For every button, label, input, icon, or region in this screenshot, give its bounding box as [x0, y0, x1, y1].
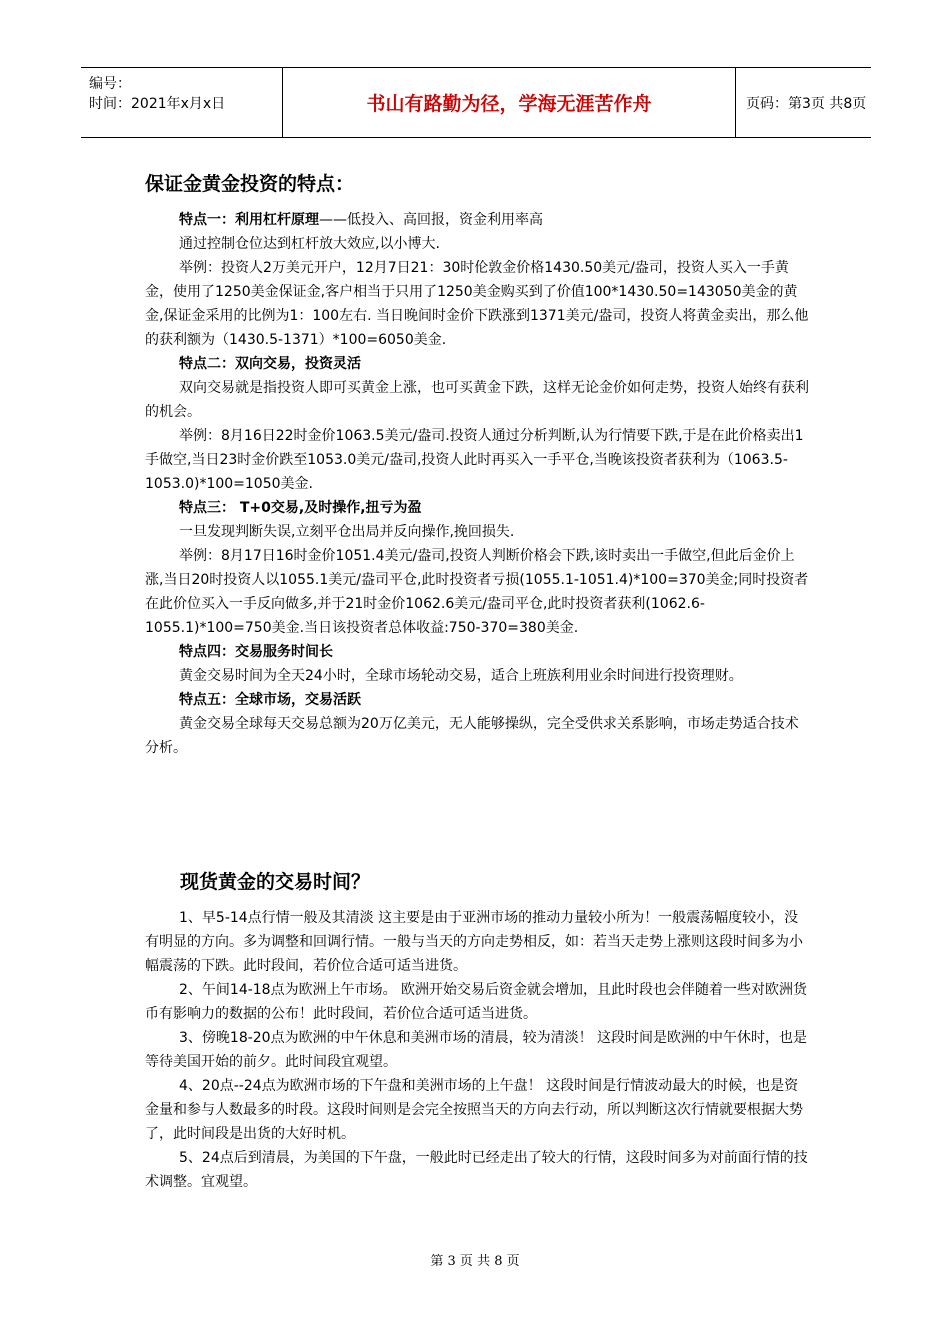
- section1-title-wrap: [145, 170, 815, 198]
- feature4-heading: 特点四：交易服务时间长: [179, 644, 333, 660]
- section2-body: [145, 906, 810, 1194]
- feature4-desc: 黄金交易时间为全天24小时，全球市场轮动交易，适合上班族利用业余时间进行投资理财。: [179, 668, 743, 684]
- trading-time-item: 1、早5-14点行情一般及其清淡 这主要是由于亚洲市场的推动力量较小所为！一般震荡幅度较小，没有明显的方向。多为调整和回调行情。一般与当天的方向走势相反，如：若当天走势上涨则这段时间多为小幅震荡的下跌。此时段间，若价位合适可适当进货。: [145, 910, 803, 974]
- feature2-heading: 特点二：双向交易，投资灵活: [179, 356, 361, 372]
- trading-time-item: 4、20点--24点为欧洲市场的下午盘和美洲市场的上午盘！ 这段时间是行情波动最大的时候，也是资金量和参与人数最多的时段。这段时间则是会完全按照当天的方向去行动，所以判断这次行情就要根据大势了，此时间段是出货的大好时机。: [145, 1078, 803, 1142]
- feature1-subtitle: ——低投入、高回报，资金利用率高: [319, 212, 543, 228]
- motto: 书山有路勤为径，学海无涯苦作舟: [282, 68, 736, 137]
- trading-time-item: 5、24点后到清晨，为美国的下午盘，一般此时已经走出了较大的行情，这段时间多为对前面行情的技术调整。宜观望。: [145, 1150, 808, 1190]
- feature1-desc: 通过控制仓位达到杠杆放大效应,以小博大.: [179, 236, 440, 252]
- page-header: [81, 67, 871, 138]
- feature3-heading: 特点三： T+0交易,及时操作,扭亏为盈: [179, 500, 422, 516]
- feature2-desc: 双向交易就是指投资人即可买黄金上涨，也可买黄金下跌，这样无论金价如何走势，投资人始终有获利的机会。: [145, 380, 809, 420]
- section1-body: [145, 208, 810, 760]
- trading-time-item: 2、午间14-18点为欧洲上午市场。 欧洲开始交易后资金就会增加，且此时段也会伴随着一些对欧洲货币有影响力的数据的公布！此时段间，若价位合适可适当进货。: [145, 982, 808, 1022]
- header-meta: [81, 68, 282, 137]
- feature5-heading: 特点五：全球市场，交易活跃: [179, 692, 361, 708]
- feature5-desc: 黄金交易全球每天交易总额为20万亿美元，无人能够操纵，完全受供求关系影响，市场走势适合技术分析。: [145, 716, 799, 756]
- feature3-desc: 一旦发现判断失误,立刻平仓出局并反向操作,挽回损失.: [179, 524, 515, 540]
- page-label: 页码：第3页 共8页: [746, 95, 867, 112]
- page-footer: 第 3 页 共 8 页: [430, 1254, 520, 1269]
- feature1-heading: 特点一：利用杠杆原理: [179, 212, 319, 228]
- feature1-example: 举例：投资人2万美元开户，12月7日21：30时伦敦金价格1430.50美元/盎司，投资人买入一手黄金，使用了1250美金保证金,客户相当于只用了1250美金购买到了价值100*1430.50=143050美金的黄金,保证金采用的比例为1：100左右. 当日晚间时金价下跌涨到1371美元/盎司，投资人将黄金卖出，那么他的获利额为（1430.5-1371）*100=6050美金.: [145, 260, 809, 348]
- trading-time-item: 3、傍晚18-20点为欧洲的中午休息和美洲市场的清晨，较为清淡！ 这段时间是欧洲的中午休时，也是等待美国开始的前夕。此时间段宜观望。: [145, 1030, 808, 1070]
- feature3-example: 举例：8月17日16时金价1051.4美元/盎司,投资人判断价格会下跌,该时卖出一手做空,但此后金价上涨,当日20时投资人以1055.1美元/盎司平仓,此时投资者亏损(1055.1-1051.4)*100=370美金;同时投资者在此价位买入一手反向做多,并于21时金价1062.6美元/盎司平仓,此时投资者获利(1062.6-1055.1)*100=750美金.当日该投资者总体收益:750-370=380美金.: [145, 548, 809, 636]
- code-label: 编号：: [89, 76, 131, 92]
- feature2-example: 举例：8月16日22时金价1063.5美元/盎司.投资人通过分析判断,认为行情要下跌,于是在此价格卖出1手做空,当日23时金价跌至1053.0美元/盎司,投资人此时再买入一手平仓,当晚该投资者获利为（1063.5-1053.0)*100=1050美金.: [145, 428, 804, 492]
- time-label: 时间：2021年x月x日: [89, 96, 226, 112]
- section2-title: 现货黄金的交易时间？: [180, 871, 371, 893]
- section1-title: 保证金黄金投资的特点：: [145, 173, 355, 195]
